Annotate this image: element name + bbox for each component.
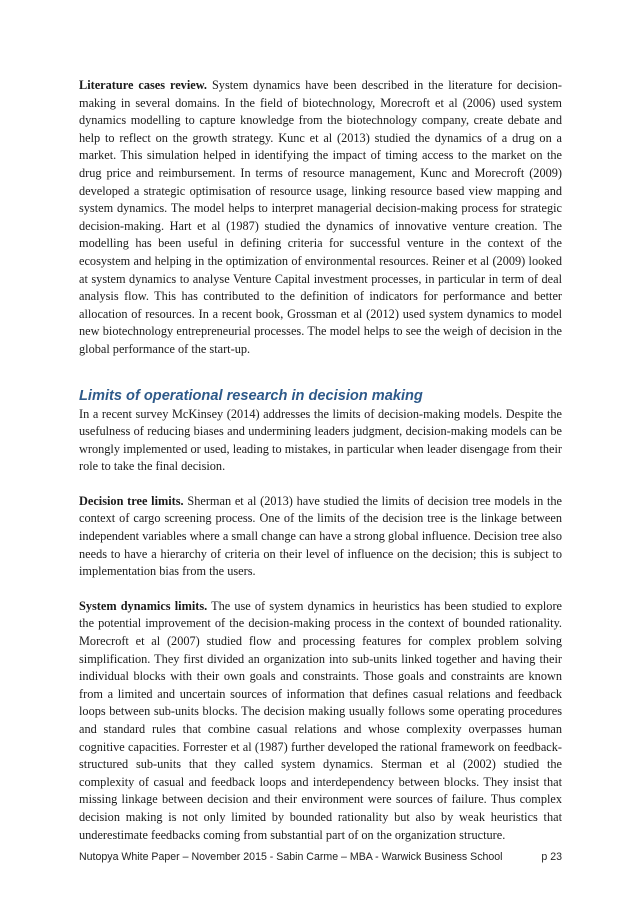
page-footer — [79, 850, 562, 864]
section-heading: Limits of operational research in decision making — [79, 387, 423, 404]
literature-paragraph — [79, 77, 562, 359]
decision-tree-lead: Decision tree limits. — [79, 493, 184, 508]
page-body — [79, 77, 562, 844]
decision-tree-paragraph — [79, 493, 562, 581]
intro-paragraph: In a recent survey McKinsey (2014) addresses the limits of decision-making models. Despite the usefulness of reducing biases and undermining leaders judgment, decision-making models can be wrongly implemented or used, leading to mistakes, in particular when leader disengage from their role to take the final decision. — [79, 406, 562, 474]
page-number: p 23 — [541, 851, 562, 863]
literature-text: System dynamics have been described in the literature for decision-making in several domains. In the field of biotechnology, Morecroft et al (2006) used system dynamics modelling to capture knowledge from the biotechnology company, create debate and help to reflect on the growth strategy. Kunc et al (2013) studied the dynamics of a drug on a market. This simulation helped in identifying the impact of timing access to the market on the drug price and reimbursement. In terms of resource management, Kunc and Morecroft (2009) developed a strategic optimisation of resource usage, linking resource based view mapping and system dynamics. The model helps to interpret managerial decision-making process for strategic decision-making. Hart et al (1987) studied the dynamics of innovative venture creation. The modelling has been useful in defining criteria for successful venture in the context of the ecosystem and helping in the optimization of environmental resources. Reiner et al (2009) looked at system dynamics to analyse Venture Capital investment processes, in particular in term of deal analysis flow. This has contributed to the definition of indicators for performance and better allocation of resources. In a recent book, Grossman et al (2012) used system dynamics to model new biotechnology entrepreneurial processes. The model helps to see the weigh of decision in the global performance of the start-up. — [79, 78, 562, 356]
literature-lead: Literature cases review. — [79, 78, 207, 92]
system-dynamics-lead: System dynamics limits. — [79, 598, 208, 613]
system-dynamics-text: The use of system dynamics in heuristics has been studied to explore the potential improvement of the decision-making process in the context of bounded rationality. Morecroft et al (2007) studied flow and processing features for complex problem solving simplification. They first divided an organization into sub-units linked together and having their individual blocks with their own goals and constraints. Those goals and constraints are known from a limited and uncertain sources of information that defines casual relations and feedback loops between sub-units blocks. The decision making usually follows some operating procedures and standard rules that combine casual relations and whose complexity overpasses human cognitive capacities. Forrester et al (1987) further developed the rational framework on feedback-structured sub-units that they called system dynamics. Sterman et al (2002) studied the complexity of casual and feedback loops and interdependency between blocks. They insist that missing linkage between decision and their environment were sources of failure. Thus complex decision making is not only limited by bounded rationality but also by weak heuristics that underestimate feedbacks coming from substantial part of on the organization structure. — [79, 598, 562, 842]
system-dynamics-paragraph — [79, 598, 562, 844]
decision-tree-text: Sherman et al (2013) have studied the limits of decision tree models in the context of cargo screening process. One of the limits of the decision tree is the linkage between independent variables where a small change can have a strong global influence. Decision tree also needs to have a hierarchy of criteria on their level of influence on the decision; this is subject to implementation bias from the users. — [79, 493, 562, 579]
footer-text: Nutopya White Paper – November 2015 - Sabin Carme – MBA - Warwick Business School — [79, 851, 503, 863]
